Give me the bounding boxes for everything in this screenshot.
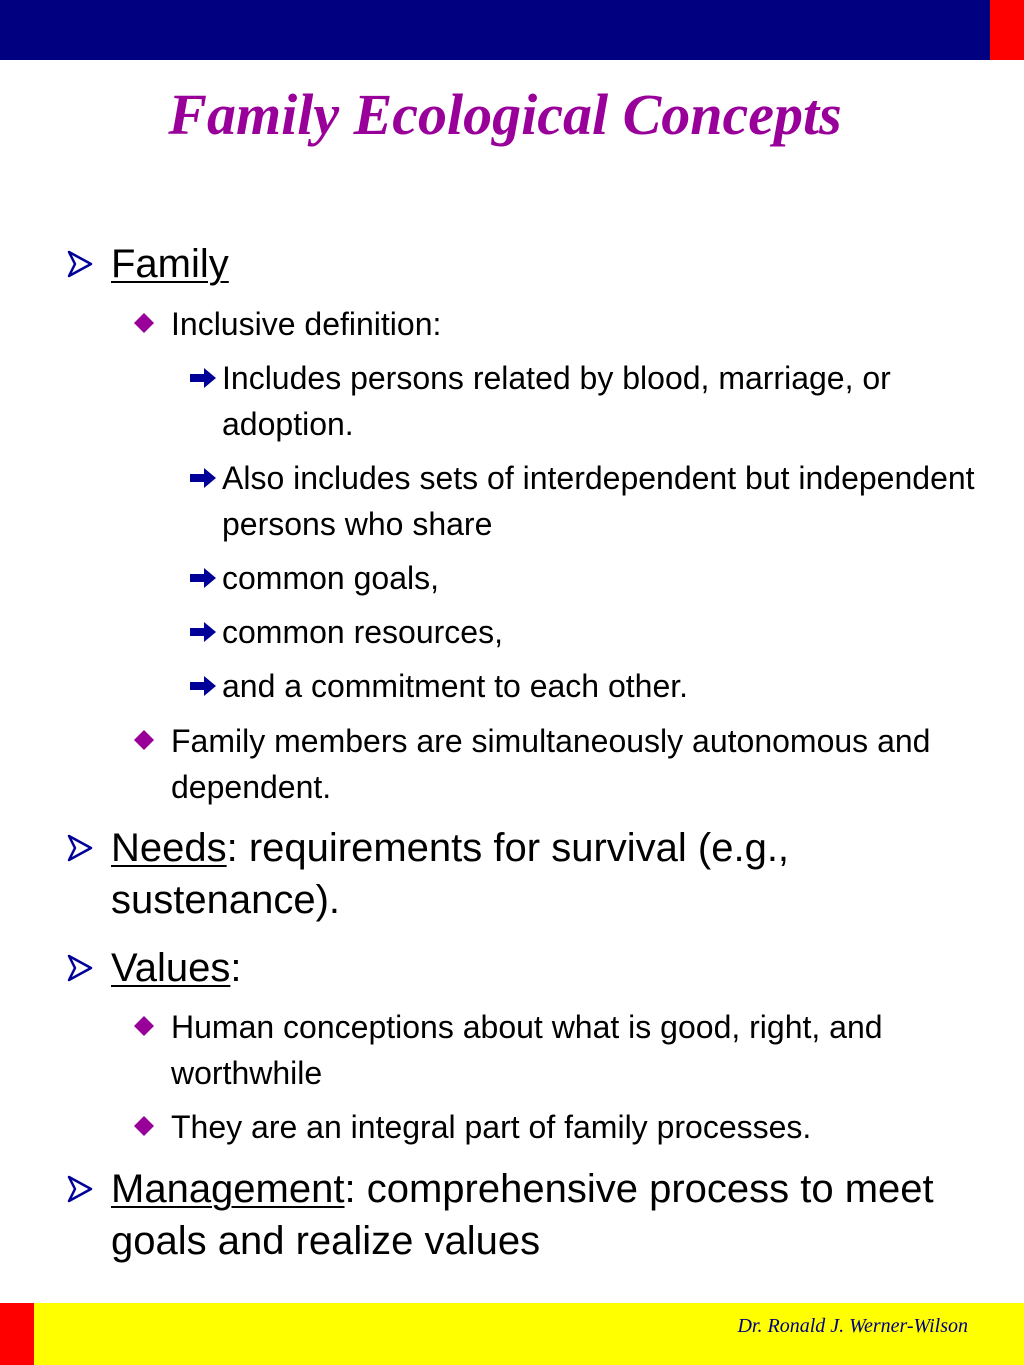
bullet-family-members [171, 718, 971, 810]
needs-definition: : requirements for survival (e.g., sustenance). [111, 826, 790, 922]
inclusive-definition-label: Inclusive definition: [171, 306, 442, 342]
point-text: common resources, [222, 614, 503, 650]
management-definition: : comprehensive process to meet goals and realize values [111, 1167, 934, 1263]
point-text: common goals, [222, 560, 439, 596]
bullet-interdependent [222, 455, 982, 547]
arrow-right-icon [188, 663, 220, 709]
footer-author: Dr. Ronald J. Werner-Wilson [737, 1315, 968, 1337]
term-needs: Needs [111, 826, 227, 870]
bullet-integral-part [171, 1104, 971, 1150]
point-text: and a commitment to each other. [222, 668, 689, 704]
values-point-text: They are an integral part of family processes. [171, 1109, 812, 1145]
top-banner [0, 0, 990, 60]
term-family: Family [111, 242, 229, 286]
arrow-right-icon [188, 455, 220, 501]
open-arrowhead-icon [63, 822, 99, 874]
family-members-text: Family members are simultaneously autonomous and dependent. [171, 723, 931, 805]
bullet-human-conceptions [171, 1004, 971, 1096]
values-point-text: Human conceptions about what is good, right, and worthwhile [171, 1009, 883, 1091]
bullet-management [111, 1163, 971, 1267]
term-values: Values [111, 946, 231, 990]
diamond-icon [131, 718, 157, 764]
point-text: Also includes sets of interdependent but independent persons who share [222, 460, 975, 542]
point-text: Includes persons related by blood, marriage, or adoption. [222, 360, 891, 442]
diamond-icon [131, 301, 157, 347]
bullet-family [111, 238, 971, 290]
bottom-accent-block [0, 1303, 34, 1365]
bullet-needs [111, 822, 971, 926]
slide-title: Family Ecological Concepts [168, 82, 842, 147]
bullet-inclusive-definition [171, 301, 971, 347]
open-arrowhead-icon [63, 1163, 99, 1215]
top-accent-block [990, 0, 1024, 60]
open-arrowhead-icon [63, 238, 99, 290]
term-management: Management [111, 1167, 345, 1211]
diamond-icon [131, 1104, 157, 1150]
bullet-commitment [222, 663, 982, 709]
bullet-values [111, 942, 971, 994]
bullet-related-by-blood [222, 355, 982, 447]
arrow-right-icon [188, 355, 220, 401]
open-arrowhead-icon [63, 942, 99, 994]
values-suffix: : [230, 946, 242, 990]
diamond-icon [131, 1004, 157, 1050]
bullet-common-goals [222, 555, 982, 601]
bullet-common-resources [222, 609, 982, 655]
arrow-right-icon [188, 609, 220, 655]
arrow-right-icon [188, 555, 220, 601]
